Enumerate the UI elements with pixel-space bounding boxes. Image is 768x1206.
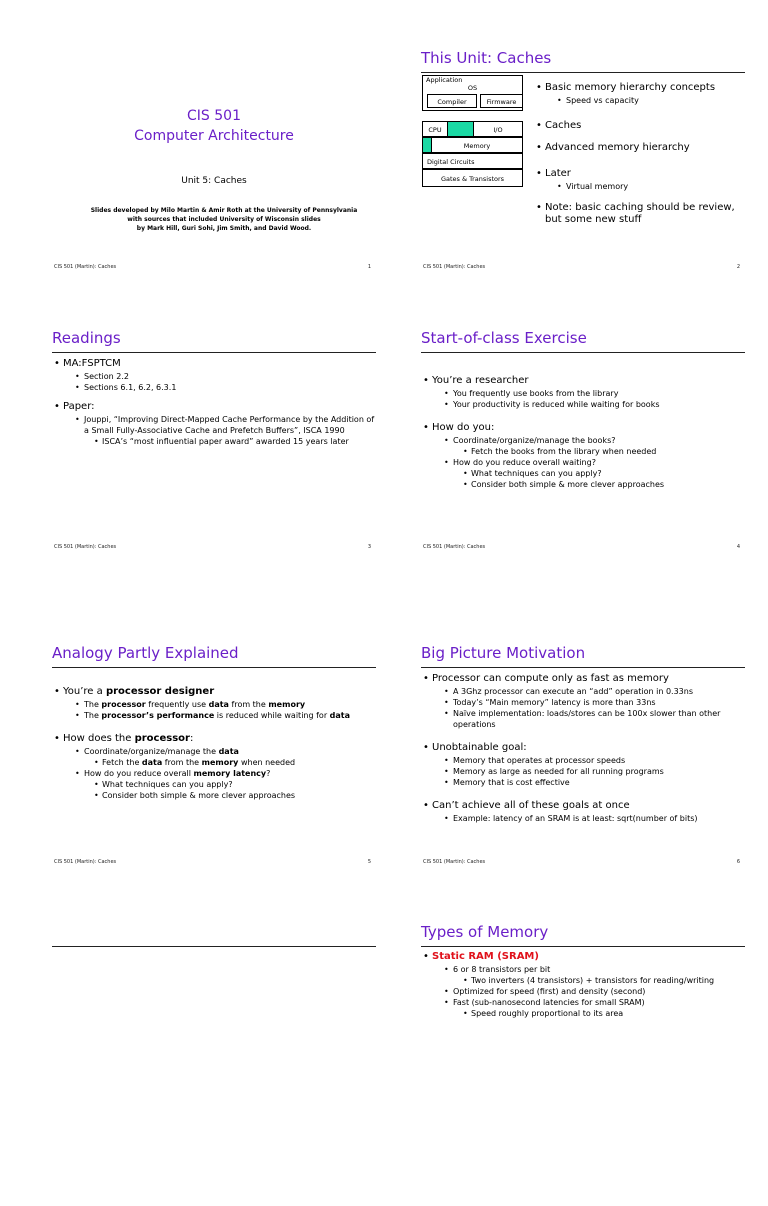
slide-8 <box>418 916 748 1206</box>
title-rule <box>421 352 745 353</box>
bold: memory <box>201 758 239 767</box>
bullet-text: Two inverters (4 transistors) + transistors for reading/writing <box>471 976 715 985</box>
text: The <box>84 711 102 720</box>
bold: data <box>208 700 229 709</box>
footer-text: CIS 501 (Martin): Caches <box>54 264 117 270</box>
text: How does the <box>63 733 135 744</box>
bullet-text: Note: basic caching should be review, but some new stuff <box>545 202 735 225</box>
list-item <box>444 708 744 730</box>
bold: data <box>329 711 351 720</box>
compiler-label: Compiler <box>437 98 467 106</box>
memory-highlight <box>422 137 432 153</box>
list-item <box>75 699 375 710</box>
slide-3 <box>49 322 379 612</box>
firmware-label: Firmware <box>486 98 517 106</box>
bullet-text: ISCA’s “most influential paper award” awarded 15 years later <box>102 437 349 446</box>
bullet-text: Sections 6.1, 6.2, 6.3.1 <box>84 383 177 392</box>
text: Fetch the <box>102 758 142 767</box>
slide-body <box>423 673 744 830</box>
list-item <box>557 181 744 192</box>
list-item <box>444 457 744 490</box>
compiler-box <box>427 94 477 108</box>
bullet-text: How do you reduce overall waiting? <box>453 458 596 467</box>
bullet-text: Unobtainable goal: <box>432 742 527 753</box>
bullet-text: What techniques can you apply? <box>102 780 233 789</box>
bullet-text: Jouppi, “Improving Direct-Mapped Cache Performance by the Addition of a Small Fully-Associative Cache and Prefetch Buffers”, ISCA 1990 <box>84 415 375 435</box>
text: frequently use <box>145 700 209 709</box>
bullet-text: Naïve implementation: loads/stores can be 100x slower than other operations <box>453 709 721 729</box>
bold: processor <box>134 733 190 744</box>
text: The <box>84 700 102 709</box>
bullet-text: Can’t achieve all of these goals at once <box>432 800 630 811</box>
slide-title: Readings <box>52 329 121 347</box>
list-item <box>536 82 744 106</box>
list-item <box>444 766 744 777</box>
list-item <box>94 436 375 447</box>
bullet-text: Optimized for speed (first) and density (second) <box>453 987 646 996</box>
bullet-text: How do you: <box>432 422 495 433</box>
title-rule <box>421 72 745 73</box>
credits-line: Slides developed by Milo Martin & Amir Roth at the University of Pennsylvania <box>90 207 358 214</box>
text: when needed <box>238 758 296 767</box>
list-item <box>54 401 375 447</box>
gates-transistors-label: Gates & Transistors <box>440 175 505 183</box>
slide-footer <box>423 264 740 270</box>
title-rule <box>421 946 745 947</box>
bullet-text: Caches <box>545 120 582 131</box>
list-item <box>444 997 744 1019</box>
list-item <box>463 975 744 986</box>
bullet-text: Virtual memory <box>566 182 629 191</box>
io-box <box>474 121 523 137</box>
bold: processor’s performance <box>101 711 215 720</box>
gates-transistors-box <box>422 169 523 187</box>
page-number: 1 <box>367 264 371 270</box>
bullet-text: Your productivity is reduced while waiting for books <box>453 400 660 409</box>
text: from the <box>228 700 269 709</box>
digital-circuits-label: Digital Circuits <box>427 158 475 166</box>
bullet-text: Static RAM (SRAM) <box>432 951 539 962</box>
list-item <box>444 813 744 824</box>
slide-title: This Unit: Caches <box>421 49 552 67</box>
slide-body <box>423 951 744 1025</box>
list-item <box>75 710 375 721</box>
list-item <box>557 95 744 106</box>
footer-text: CIS 501 (Martin): Caches <box>423 544 486 550</box>
system-stack-diagram <box>422 75 523 187</box>
list-item <box>536 142 744 154</box>
slide-footer <box>423 859 740 865</box>
slide-subtitle: Unit 5: Caches <box>181 176 247 186</box>
bullet-text: What techniques can you apply? <box>471 469 602 478</box>
bullet-text: Memory that is cost effective <box>453 778 570 787</box>
title-rule <box>421 667 745 668</box>
bullet-text: A 3Ghz processor can execute an “add” operation in 0.33ns <box>453 687 694 696</box>
bullet-text: Basic memory hierarchy concepts <box>545 82 716 93</box>
bullet-text: Coordinate/organize/manage the books? <box>453 436 616 445</box>
text: ? <box>266 769 271 778</box>
bold: processor <box>101 700 146 709</box>
bullet-text: Later <box>545 168 571 179</box>
digital-circuits-box <box>422 153 523 169</box>
list-item <box>75 414 375 447</box>
bullet-text: Fast (sub-nanosecond latencies for small SRAM) <box>453 998 645 1007</box>
list-item <box>444 777 744 788</box>
list-item <box>444 986 744 997</box>
slide-title: Types of Memory <box>421 923 549 941</box>
list-item <box>75 371 375 382</box>
memory-box <box>432 137 523 153</box>
list-item <box>444 399 744 410</box>
list-item <box>536 168 744 192</box>
list-item <box>444 755 744 766</box>
list-item <box>423 422 744 490</box>
slide-1 <box>49 42 379 332</box>
slide-4 <box>418 322 748 612</box>
bold: memory <box>268 700 306 709</box>
slide-footer <box>54 859 371 865</box>
credits-line: by Mark Hill, Guri Sohi, Jim Smith, and David Wood. <box>136 225 312 232</box>
bullet-text: You’re a researcher <box>432 375 529 386</box>
slide-title: Big Picture Motivation <box>421 644 586 662</box>
footer-text: CIS 501 (Martin): Caches <box>54 859 117 865</box>
list-item <box>444 697 744 708</box>
list-item <box>444 686 744 697</box>
list-item <box>536 120 744 132</box>
credits <box>69 206 379 233</box>
bold: data <box>141 758 163 767</box>
text: from the <box>162 758 202 767</box>
bullet-text: Speed roughly proportional to its area <box>471 1009 624 1018</box>
list-item <box>54 686 375 721</box>
page-number: 4 <box>736 544 740 550</box>
list-item <box>444 964 744 986</box>
bullet-text: Consider both simple & more clever approaches <box>102 791 296 800</box>
list-item <box>463 1008 744 1019</box>
text: : <box>189 733 194 744</box>
slide-title-line2: Computer Architecture <box>134 128 294 144</box>
page-number: 5 <box>367 859 371 865</box>
bullet-text: You’re a <box>63 686 106 697</box>
slide-body <box>54 358 375 453</box>
bullet-text: Processor can compute only as fast as memory <box>432 673 669 684</box>
text: How do you reduce overall <box>84 769 194 778</box>
slide-title: Analogy Partly Explained <box>52 644 239 662</box>
bullet-text: MA:FSPTCM <box>63 358 121 369</box>
list-item <box>463 446 744 457</box>
footer-text: CIS 501 (Martin): Caches <box>54 544 117 550</box>
slide-title-line1: CIS 501 <box>187 108 241 124</box>
list-item <box>94 757 375 768</box>
list-item <box>54 358 375 393</box>
cache-highlight <box>448 121 474 137</box>
page-number: 6 <box>736 859 740 865</box>
bullet-text: Advanced memory hierarchy <box>545 142 690 153</box>
bullet-text: Section 2.2 <box>84 372 129 381</box>
list-item <box>75 746 375 768</box>
bullet-bold: processor designer <box>105 686 215 697</box>
list-item <box>463 479 744 490</box>
slide-footer <box>423 544 740 550</box>
os-label: OS <box>467 84 478 92</box>
slide-title: Start-of-class Exercise <box>421 329 587 347</box>
list-item <box>94 790 375 801</box>
cpu-box <box>422 121 448 137</box>
slide-6 <box>418 637 748 927</box>
cpu-label: CPU <box>428 126 442 134</box>
bullet-text: Fetch the books from the library when needed <box>471 447 657 456</box>
memory-label: Memory <box>463 142 491 150</box>
slide-body <box>54 686 375 807</box>
footer-text: CIS 501 (Martin): Caches <box>423 264 486 270</box>
list-item <box>423 742 744 788</box>
page-number: 3 <box>367 544 371 550</box>
bullet-text: 6 or 8 transistors per bit <box>453 965 551 974</box>
slide-footer <box>54 264 371 270</box>
text: Coordinate/organize/manage the <box>84 747 219 756</box>
slide-2 <box>418 42 748 332</box>
list-item <box>536 202 744 226</box>
application-label: Application <box>426 76 463 84</box>
bullet-text: You frequently use books from the library <box>453 389 619 398</box>
bullet-text: Speed vs capacity <box>566 96 639 105</box>
firmware-box <box>480 94 523 108</box>
page-number: 2 <box>736 264 740 270</box>
list-item <box>423 673 744 730</box>
list-item <box>75 768 375 801</box>
slide-7 <box>49 916 379 1206</box>
title-rule <box>52 946 376 947</box>
slide-body <box>536 82 744 232</box>
bullet-text: Paper: <box>63 401 95 412</box>
title-rule <box>52 352 376 353</box>
bullet-text: Memory as large as needed for all running programs <box>453 767 664 776</box>
list-item <box>54 733 375 801</box>
bullet-text: Memory that operates at processor speeds <box>453 756 626 765</box>
bold: data <box>218 747 239 756</box>
bullet-text: Example: latency of an SRAM is at least: sqrt(number of bits) <box>453 814 698 823</box>
bullet-text: Today’s “Main memory” latency is more than 33ns <box>453 698 656 707</box>
io-label: I/O <box>493 126 503 134</box>
bullet-text: Consider both simple & more clever approaches <box>471 480 665 489</box>
list-item <box>94 779 375 790</box>
slide-body <box>423 375 744 496</box>
list-item <box>423 800 744 824</box>
text: is reduced while waiting for <box>214 711 330 720</box>
slide-footer <box>54 544 371 550</box>
list-item <box>444 435 744 457</box>
list-item <box>444 388 744 399</box>
bold: memory latency <box>193 769 267 778</box>
list-item <box>423 951 744 1019</box>
list-item <box>463 468 744 479</box>
footer-text: CIS 501 (Martin): Caches <box>423 859 486 865</box>
list-item <box>75 382 375 393</box>
slide-5 <box>49 637 379 927</box>
credits-line: with sources that included University of Wisconsin slides <box>127 216 321 223</box>
title-rule <box>52 667 376 668</box>
list-item <box>423 375 744 410</box>
